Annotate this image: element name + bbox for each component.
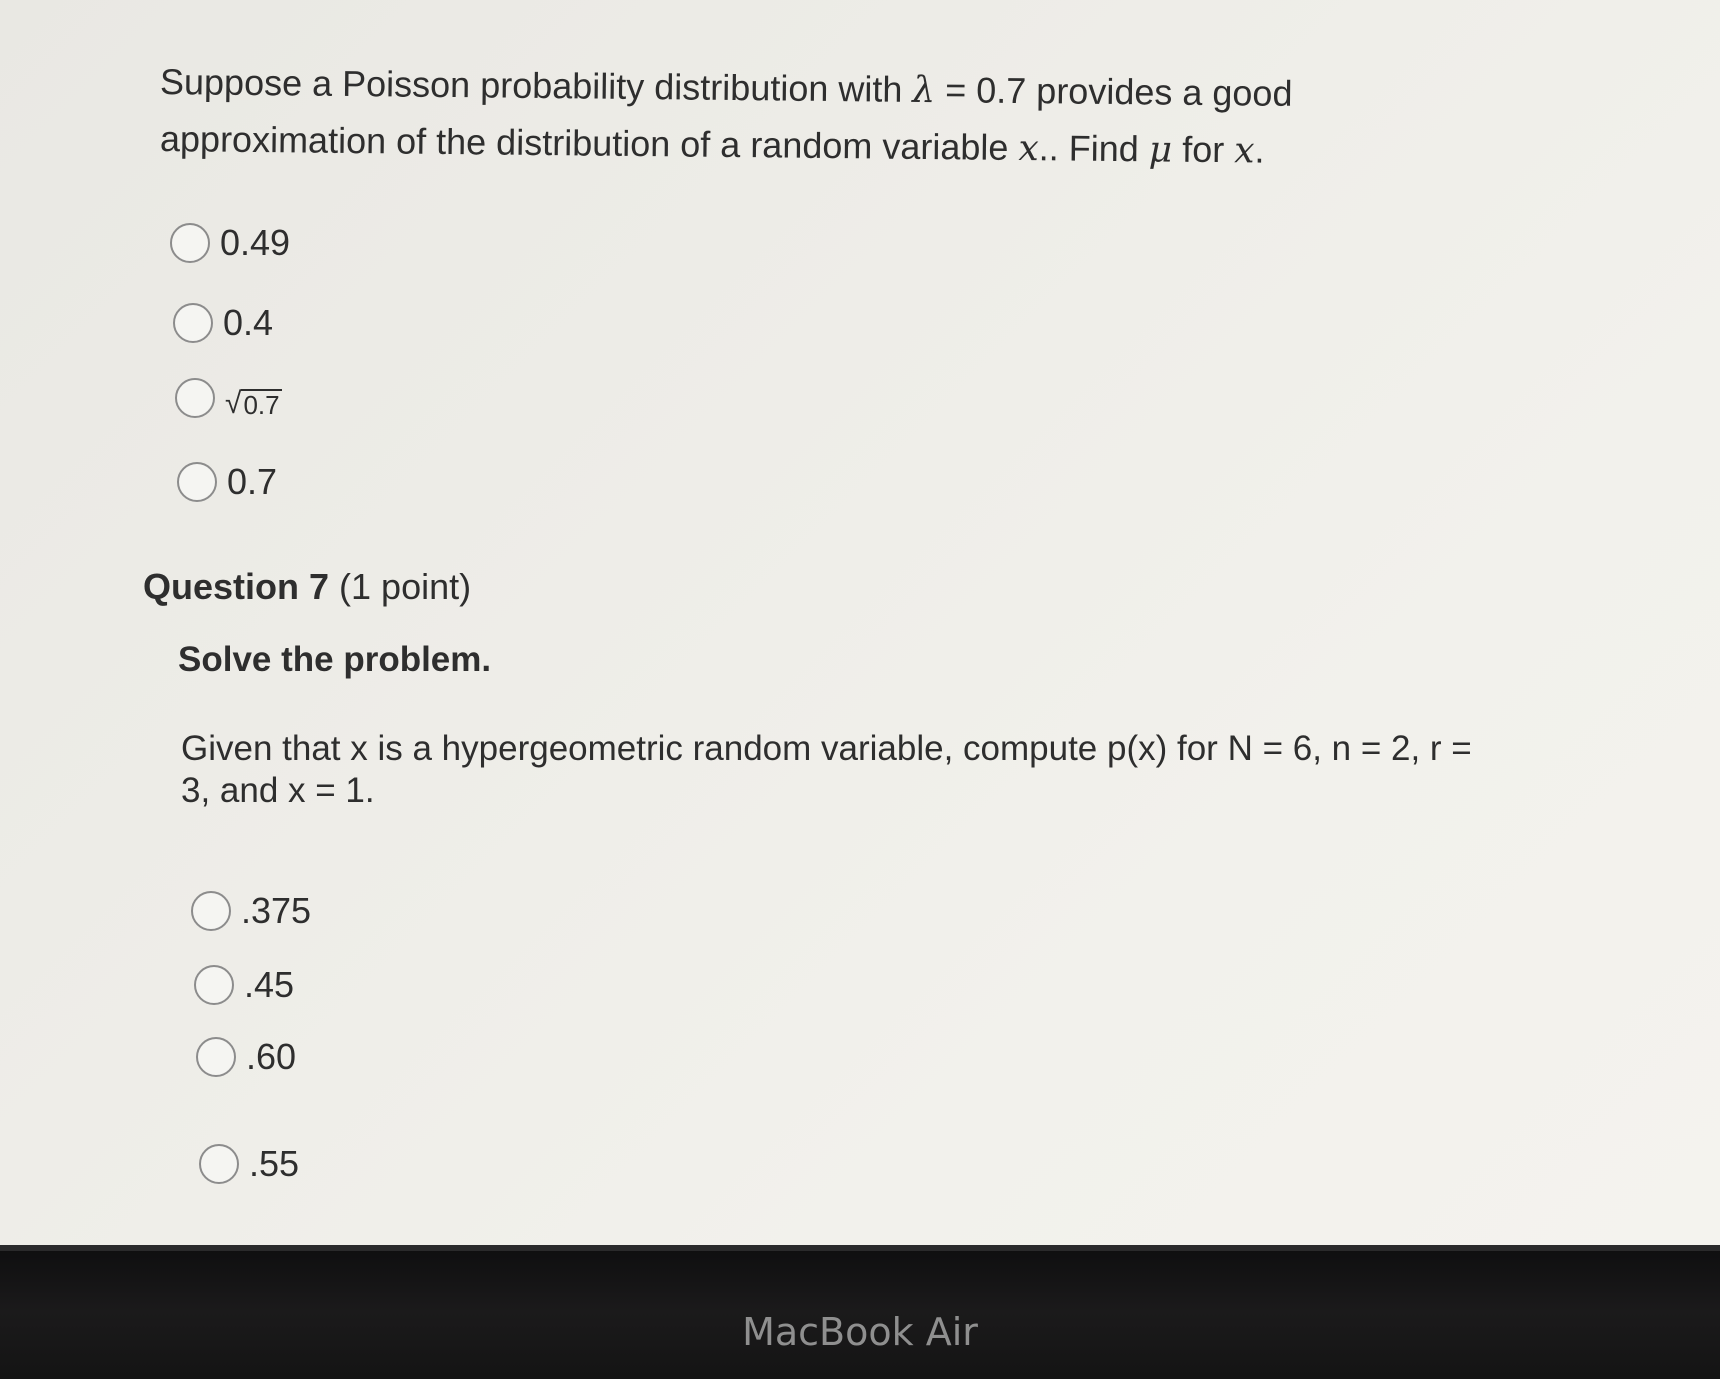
option-label: 0.7 <box>243 389 280 420</box>
question-6-prompt-line2 <box>160 111 1361 181</box>
q7-option-3[interactable] <box>196 1036 296 1078</box>
q6-option-1[interactable] <box>170 222 290 264</box>
mu-symbol: μ <box>1148 129 1173 171</box>
q6-option-3[interactable] <box>175 378 282 421</box>
question-7-prompt <box>181 728 1521 812</box>
radio-button[interactable] <box>194 965 234 1005</box>
prompt-text: Suppose a Poisson probability distribution with <box>159 61 913 110</box>
prompt-text: for <box>1171 128 1235 171</box>
variable-x: x <box>1233 130 1255 172</box>
prompt-text: = 0.7 provides a good <box>935 69 1293 114</box>
radio-button[interactable] <box>177 462 217 502</box>
question-7-heading <box>143 566 471 608</box>
q7-option-1[interactable] <box>191 890 311 932</box>
question-points: (1 point) <box>329 566 472 607</box>
option-label: .55 <box>249 1143 300 1184</box>
radio-button[interactable] <box>173 303 213 343</box>
prompt-text: .. Find <box>1038 127 1150 170</box>
option-label: 0.7 <box>227 461 278 502</box>
radio-button[interactable] <box>175 378 215 418</box>
prompt-text: . <box>1254 129 1265 171</box>
sqrt-icon: √ <box>225 387 242 421</box>
radio-button[interactable] <box>191 891 231 931</box>
option-label: 0.4 <box>223 302 274 343</box>
q6-option-2[interactable] <box>173 302 273 344</box>
q6-option-4[interactable] <box>177 461 277 503</box>
radio-button[interactable] <box>199 1144 239 1184</box>
question-7-prompt-line1: Given that x is a hypergeometric random variable, compute p(x) for N = 6, n = 2, r = <box>181 729 1472 768</box>
screen-edge <box>0 1245 1720 1251</box>
q7-option-2[interactable] <box>194 964 294 1006</box>
option-label: 0.49 <box>220 222 291 263</box>
question-7-instruction: Solve the problem. <box>178 640 492 679</box>
lambda-symbol: λ <box>912 69 936 112</box>
option-label: .375 <box>241 890 312 931</box>
option-label: .60 <box>246 1036 297 1077</box>
sqrt-expression <box>225 389 282 420</box>
question-7-prompt-line2: 3, and x = 1. <box>181 771 375 810</box>
prompt-text: approximation of the distribution of a random variable <box>159 118 1019 168</box>
radio-button[interactable] <box>170 223 210 263</box>
radio-button[interactable] <box>196 1037 236 1077</box>
brand-label: MacBook Air <box>742 1310 978 1354</box>
question-6-prompt <box>159 54 1360 172</box>
variable-x: x <box>1018 127 1039 170</box>
question-number: Question 7 <box>143 566 330 607</box>
option-label: .45 <box>244 964 295 1005</box>
q7-option-4[interactable] <box>199 1143 299 1185</box>
